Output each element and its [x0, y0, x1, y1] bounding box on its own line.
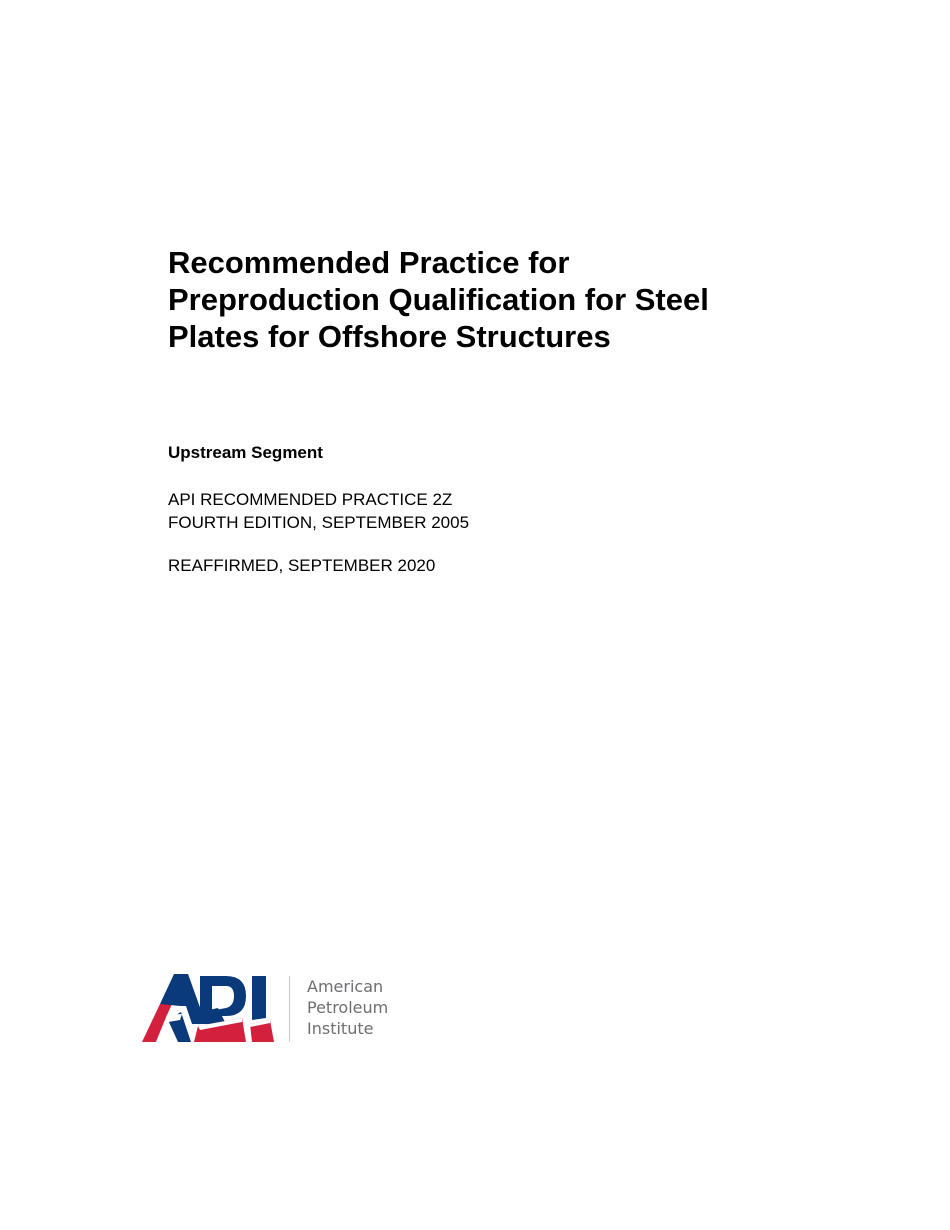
api-logo-mark-icon	[142, 974, 278, 1044]
logo-organization-name	[307, 976, 388, 1039]
logo-text-line-1: American	[307, 977, 384, 996]
title-line-2: Preproduction Qualification for Steel	[168, 282, 709, 317]
segment-label: Upstream Segment	[168, 443, 323, 462]
title-line-3: Plates for Offshore Structures	[168, 319, 611, 354]
designation-line-2: FOURTH EDITION, SEPTEMBER 2005	[168, 513, 470, 532]
title-line-1: Recommended Practice for	[168, 245, 570, 280]
document-title	[168, 244, 868, 355]
reaffirmed-note: REAFFIRMED, SEPTEMBER 2020	[168, 556, 436, 575]
logo-text-line-2: Petroleum	[307, 998, 389, 1017]
designation-line-1: API RECOMMENDED PRACTICE 2Z	[168, 490, 453, 509]
api-logo	[142, 974, 412, 1046]
designation-block	[168, 488, 469, 534]
logo-divider	[289, 976, 290, 1042]
logo-text-line-3: Institute	[307, 1019, 374, 1038]
